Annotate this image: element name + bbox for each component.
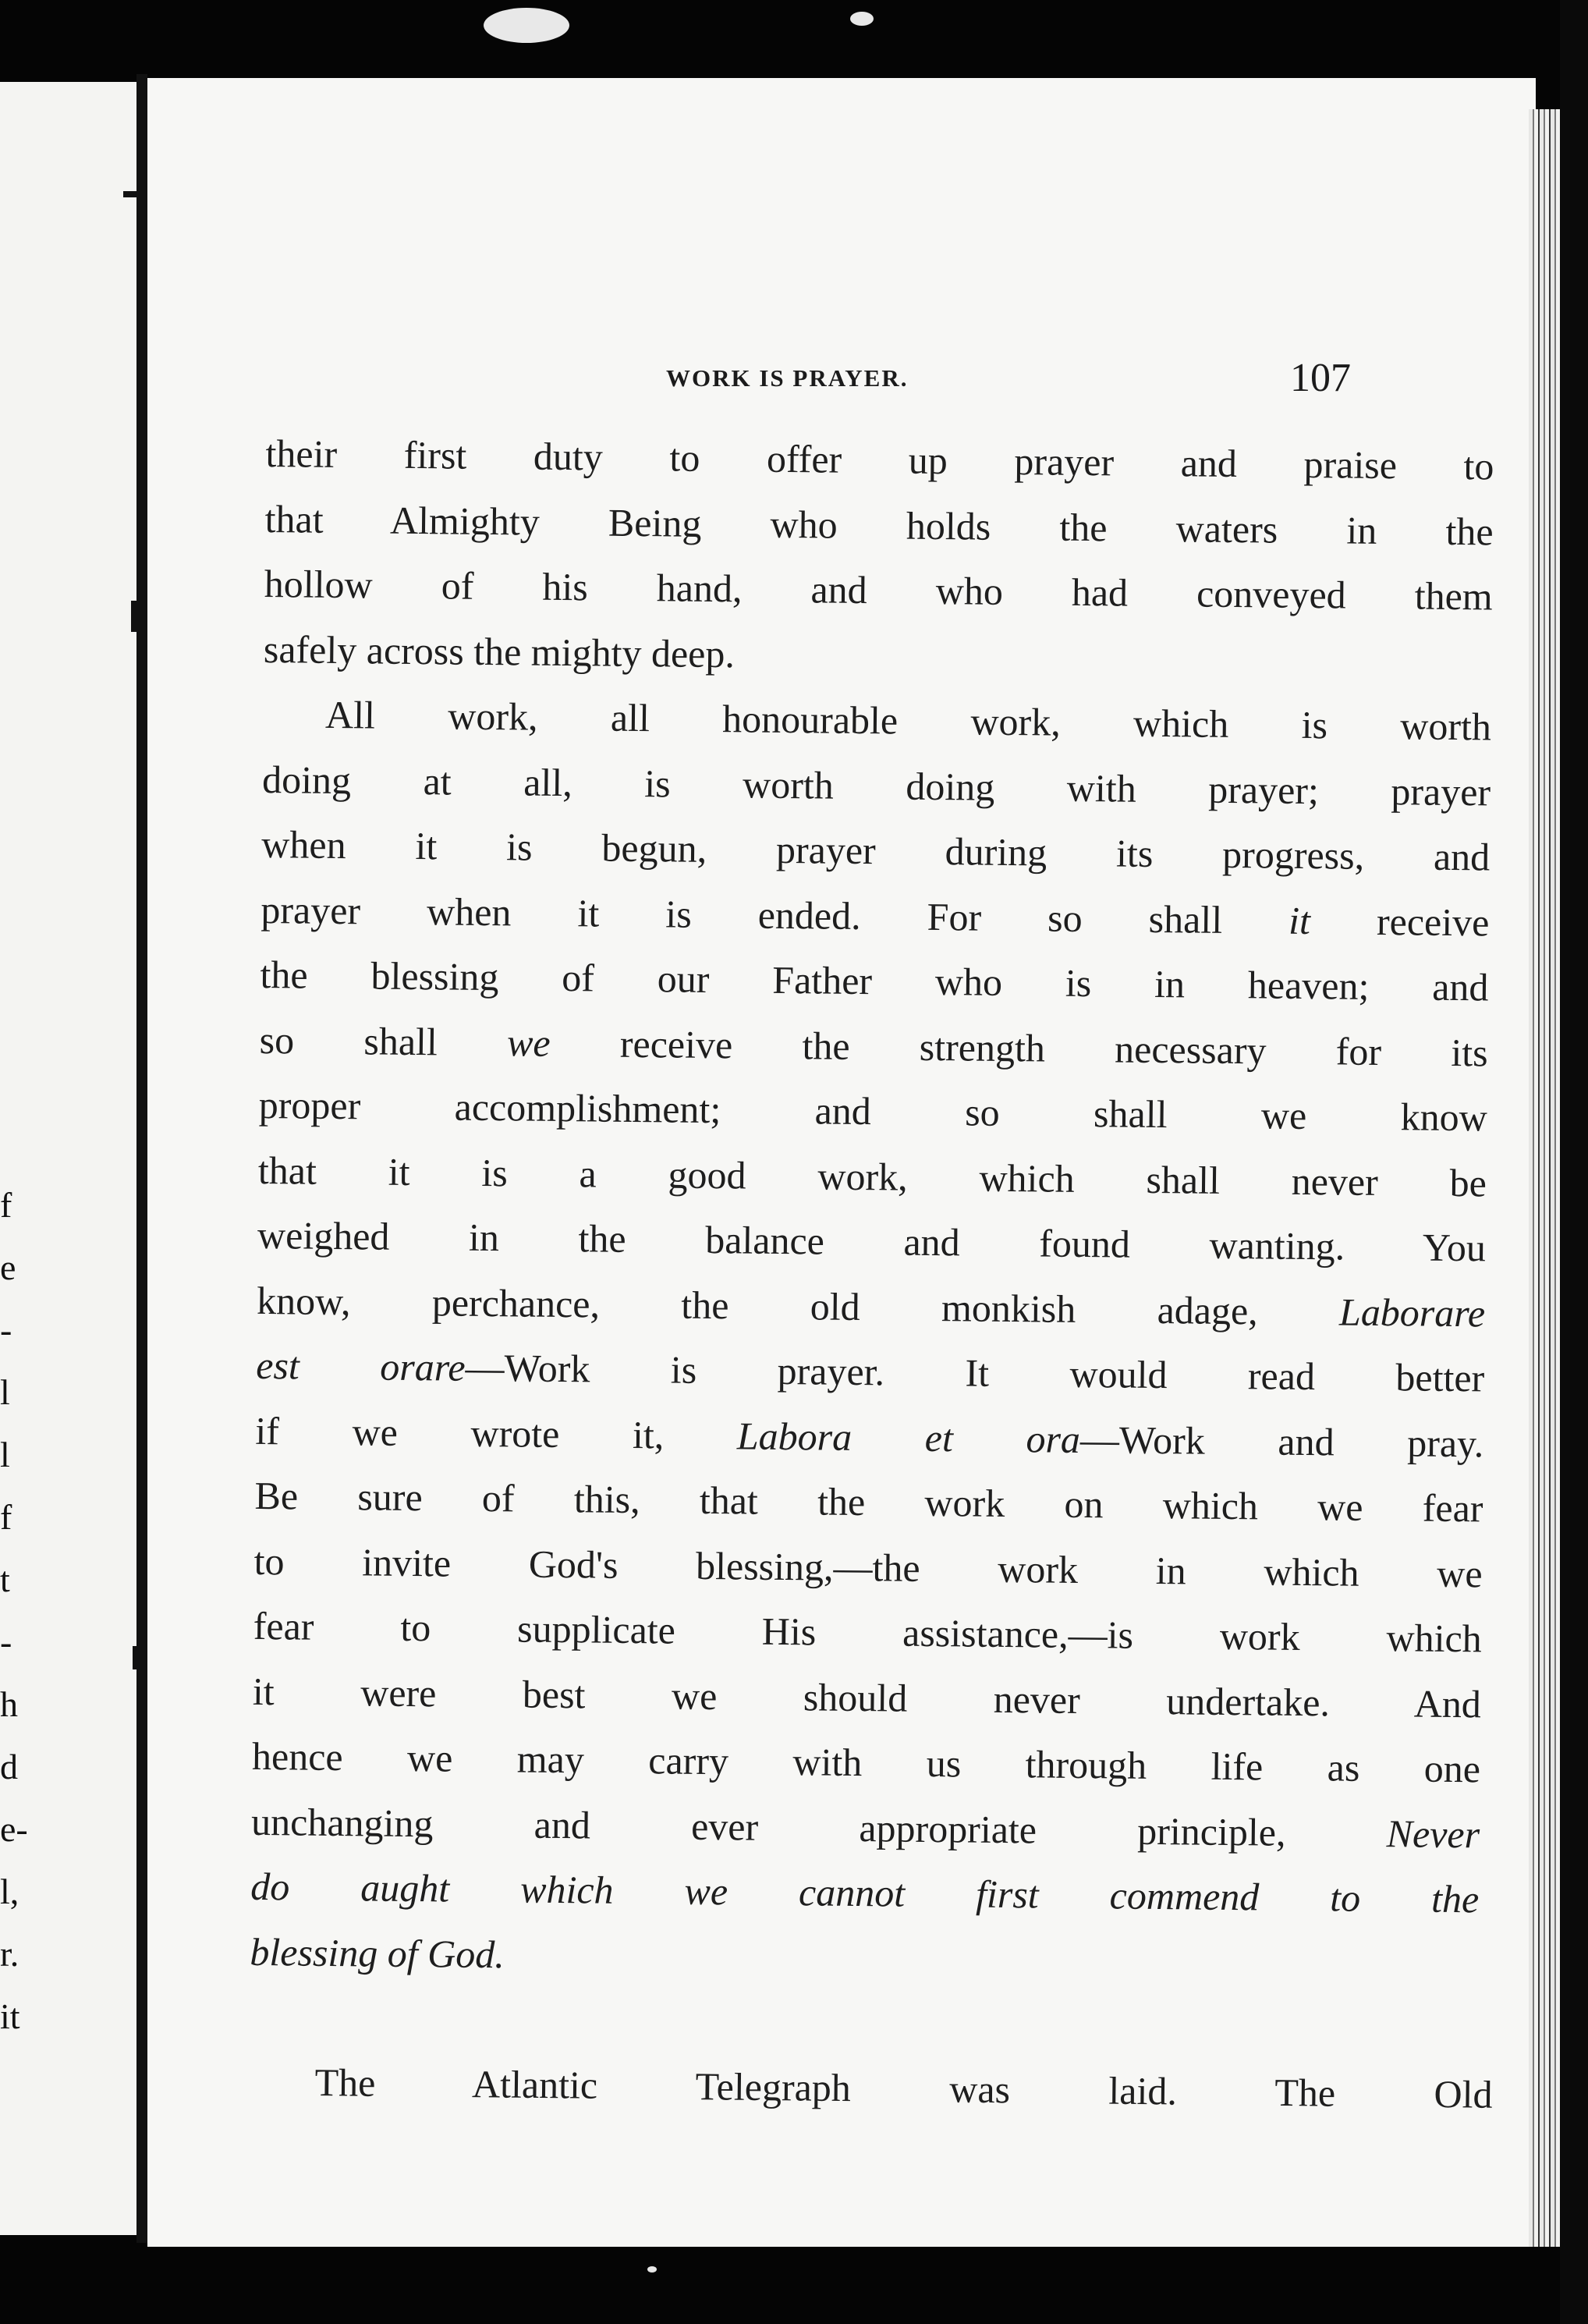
running-head: WORK IS PRAYER. <box>666 364 909 392</box>
text-span: prayer when it is ended. For so shall <box>261 887 1289 942</box>
fragment: r. <box>0 1934 19 1974</box>
italic-span: do aught which we cannot first commend to the <box>250 1864 1480 1921</box>
gutter-mark <box>133 1646 148 1669</box>
book-gutter <box>136 74 147 2243</box>
page-fore-edge <box>1529 109 1560 2247</box>
text-span: —Work and pray. <box>1079 1417 1484 1465</box>
gutter-mark <box>131 601 148 632</box>
text-line: to invite God's blessing,—the work in which we <box>253 1538 1483 1595</box>
fragment: - <box>0 1622 12 1662</box>
text-line: hollow of his hand, and who had conveyed them <box>264 561 1494 619</box>
italic-span: est orare <box>256 1343 466 1389</box>
text-span: receive <box>1310 898 1490 944</box>
text-line: All work, all honourable work, which is worth <box>324 692 1492 749</box>
text-line: weighed in the balance and found wanting. You <box>257 1212 1487 1270</box>
scan-speck <box>647 2266 657 2273</box>
text-line: when it is begun, prayer during its progress, and <box>261 821 1491 879</box>
text-span: so shall <box>259 1017 508 1064</box>
scan-speck <box>850 12 874 26</box>
book-page <box>147 78 1536 2247</box>
text-line: proper accomplishment; and so shall we know <box>258 1082 1488 1140</box>
fragment: - <box>0 1310 12 1350</box>
italic-span: we <box>506 1020 551 1065</box>
text-line: their first duty to offer up prayer and praise to <box>265 431 1494 488</box>
fragment: l <box>0 1435 10 1474</box>
text-line <box>250 1919 1479 1997</box>
text-line: it were best we should never undertake. And <box>252 1669 1482 1726</box>
page-number: 107 <box>1290 356 1351 400</box>
scan-speck <box>484 8 569 43</box>
previous-page-fragments <box>0 1174 47 2048</box>
text-line: that it is a good work, which shall never be <box>257 1148 1487 1205</box>
text-span: unchanging and ever appropriate principle, <box>250 1799 1388 1855</box>
fragment: f <box>0 1497 12 1537</box>
fragment: d <box>0 1747 18 1786</box>
text-line <box>256 1333 1485 1411</box>
fragment: e <box>0 1247 16 1287</box>
italic-span: blessing of God. <box>250 1929 505 1976</box>
fragment: e- <box>0 1809 28 1849</box>
text-span: —Work is prayer. It would read better <box>465 1345 1485 1400</box>
text-line: that Almighty Being who holds the waters in the <box>264 496 1494 553</box>
text-line: the blessing of our Father who is in heaven; and <box>260 952 1489 1009</box>
fragment: it <box>0 1996 20 2036</box>
fragment: l <box>0 1372 10 1412</box>
page-header <box>147 355 1536 402</box>
text-span: know, perchance, the old monkish adage, <box>256 1278 1340 1333</box>
text-line: Be sure of this, that the work on which we fear <box>254 1473 1483 1531</box>
text-span: receive the strength necessary for its <box>550 1020 1488 1074</box>
text-line: fear to supplicate His assistance,—is work which <box>253 1603 1483 1661</box>
text-line: safely across the mighty deep. <box>263 626 736 676</box>
text-line: doing at all, is worth doing with prayer; prayer <box>261 757 1491 814</box>
text-span: if we wrote it, <box>255 1408 738 1457</box>
text-line: hence we may carry with us through life as one <box>251 1733 1481 1791</box>
next-paragraph-start: The Atlantic Telegraph was laid. The Old <box>314 2060 1493 2116</box>
italic-span: Never <box>1386 1811 1480 1856</box>
text-line <box>250 1854 1480 1932</box>
italic-span: Labora et ora <box>736 1413 1081 1461</box>
italic-span: Laborare <box>1338 1289 1486 1335</box>
fragment: h <box>0 1684 18 1724</box>
body-text <box>250 421 1494 1997</box>
scan-border-right <box>1560 0 1588 2324</box>
fragment: t <box>0 1559 10 1599</box>
fragment: f <box>0 1185 12 1225</box>
fragment: l, <box>0 1872 19 1911</box>
previous-page-strip <box>0 82 136 2235</box>
italic-span: it <box>1288 898 1311 942</box>
